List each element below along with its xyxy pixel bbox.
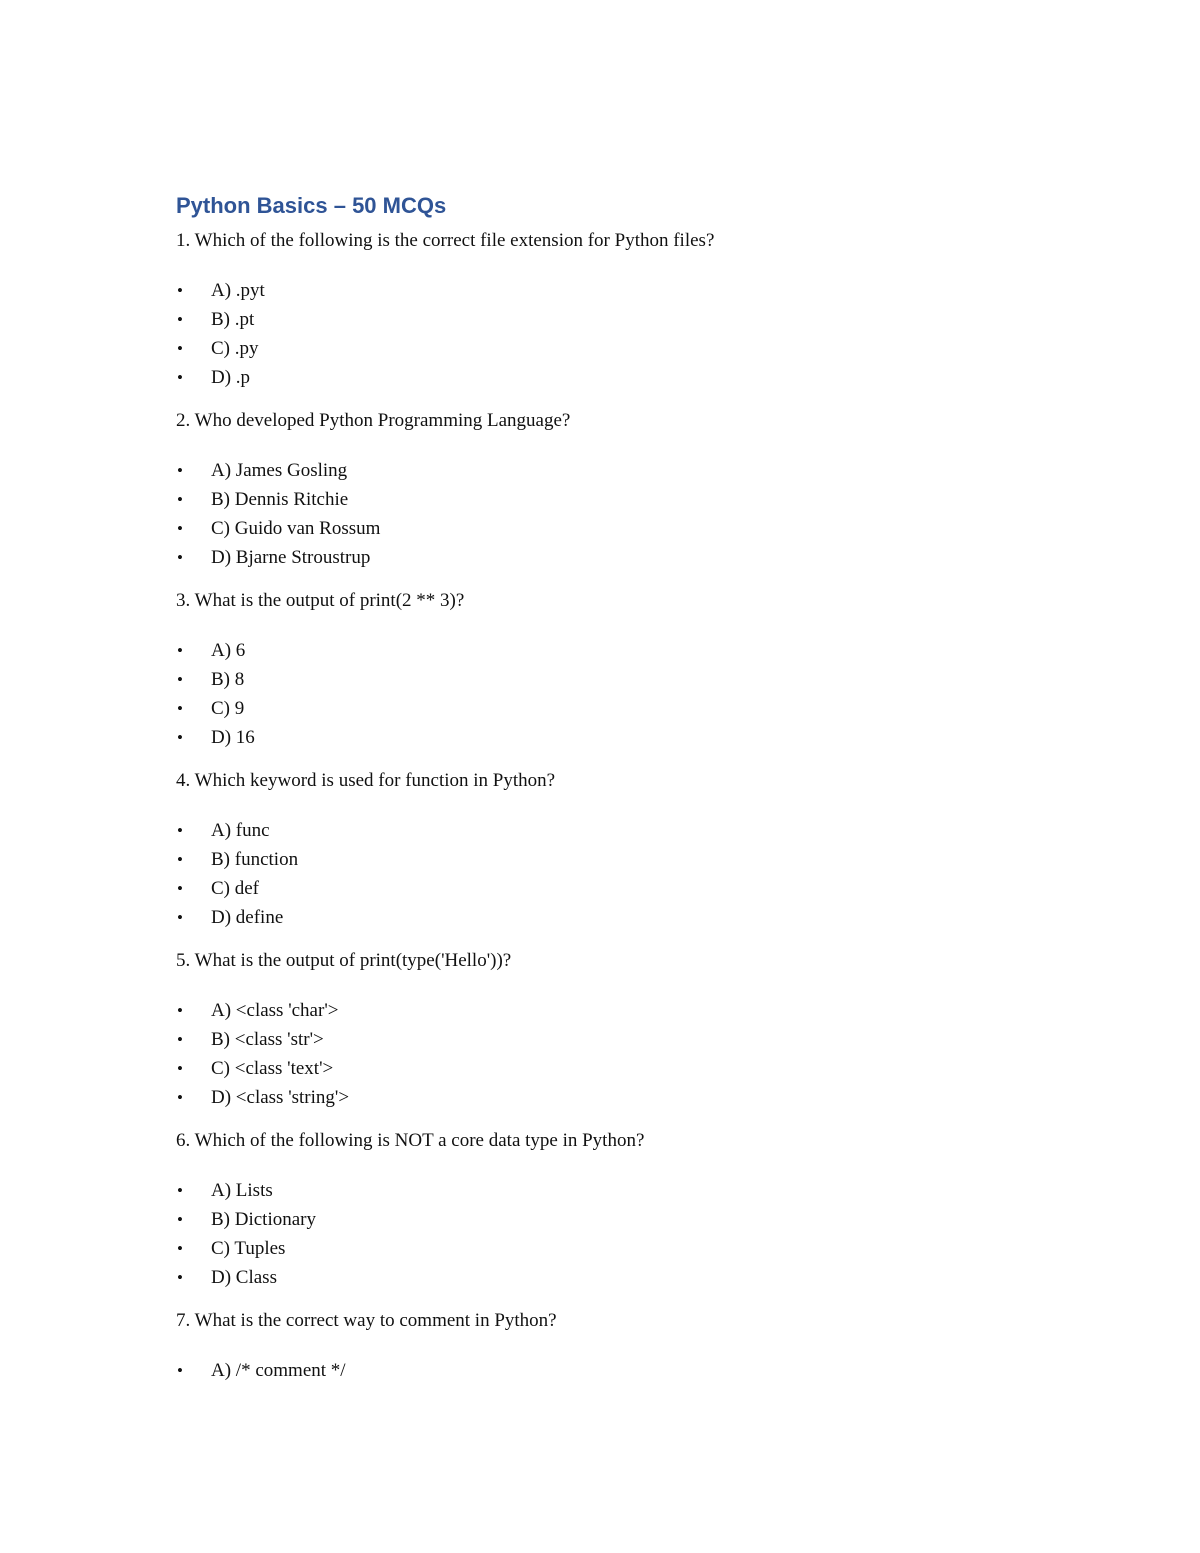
option-text: A) Lists bbox=[211, 1180, 273, 1201]
question-list bbox=[176, 228, 1076, 1385]
option-item bbox=[176, 1205, 1076, 1234]
bullet-icon: • bbox=[177, 641, 183, 660]
bullet-icon: • bbox=[177, 821, 183, 840]
bullet-icon: • bbox=[177, 1268, 183, 1287]
option-item bbox=[176, 694, 1076, 723]
question-block bbox=[176, 1128, 1076, 1292]
option-text: D) 16 bbox=[211, 727, 255, 748]
option-text: C) 9 bbox=[211, 698, 245, 719]
option-item bbox=[176, 1263, 1076, 1292]
option-text: A) .pyt bbox=[211, 280, 265, 301]
option-list bbox=[176, 636, 1076, 752]
bullet-icon: • bbox=[177, 1088, 183, 1107]
option-text: B) Dennis Ritchie bbox=[211, 489, 349, 510]
question-text: 7. What is the correct way to comment in Python? bbox=[176, 1310, 557, 1331]
option-item bbox=[176, 485, 1076, 514]
option-item bbox=[176, 903, 1076, 932]
option-item bbox=[176, 665, 1076, 694]
bullet-icon: • bbox=[177, 699, 183, 718]
option-list bbox=[176, 1356, 1076, 1385]
option-item bbox=[176, 1083, 1076, 1112]
option-text: D) .p bbox=[211, 367, 251, 388]
bullet-icon: • bbox=[177, 1181, 183, 1200]
bullet-icon: • bbox=[177, 281, 183, 300]
option-item bbox=[176, 1054, 1076, 1083]
bullet-icon: • bbox=[177, 1210, 183, 1229]
question-block bbox=[176, 1308, 1076, 1385]
bullet-icon: • bbox=[177, 490, 183, 509]
option-list bbox=[176, 996, 1076, 1112]
bullet-icon: • bbox=[177, 368, 183, 387]
question-text: 6. Which of the following is NOT a core data type in Python? bbox=[176, 1130, 645, 1151]
option-text: C) Guido van Rossum bbox=[211, 518, 381, 539]
question-block bbox=[176, 408, 1076, 572]
option-text: D) <class 'string'> bbox=[211, 1087, 350, 1108]
question-text: 2. Who developed Python Programming Language? bbox=[176, 410, 571, 431]
bullet-icon: • bbox=[177, 1059, 183, 1078]
bullet-icon: • bbox=[177, 1001, 183, 1020]
question-block bbox=[176, 768, 1076, 932]
option-item bbox=[176, 334, 1076, 363]
bullet-icon: • bbox=[177, 728, 183, 747]
bullet-icon: • bbox=[177, 310, 183, 329]
option-text: D) define bbox=[211, 907, 284, 928]
bullet-icon: • bbox=[177, 670, 183, 689]
option-text: A) func bbox=[211, 820, 270, 841]
option-item bbox=[176, 1234, 1076, 1263]
bullet-icon: • bbox=[177, 908, 183, 927]
bullet-icon: • bbox=[177, 1030, 183, 1049]
option-text: C) Tuples bbox=[211, 1238, 286, 1259]
option-list bbox=[176, 1176, 1076, 1292]
option-item bbox=[176, 363, 1076, 392]
question-block bbox=[176, 228, 1076, 392]
option-text: C) def bbox=[211, 878, 260, 899]
document-title: Python Basics – 50 MCQs bbox=[176, 193, 447, 218]
option-text: A) <class 'char'> bbox=[211, 1000, 339, 1021]
option-text: C) <class 'text'> bbox=[211, 1058, 334, 1079]
option-list bbox=[176, 816, 1076, 932]
option-item bbox=[176, 845, 1076, 874]
option-item bbox=[176, 276, 1076, 305]
question-text: 3. What is the output of print(2 ** 3)? bbox=[176, 590, 465, 611]
option-item bbox=[176, 543, 1076, 572]
bullet-icon: • bbox=[177, 1361, 183, 1380]
option-item bbox=[176, 1176, 1076, 1205]
option-text: B) .pt bbox=[211, 309, 255, 330]
option-item bbox=[176, 456, 1076, 485]
option-text: B) <class 'str'> bbox=[211, 1029, 324, 1050]
question-block bbox=[176, 948, 1076, 1112]
option-item bbox=[176, 874, 1076, 903]
question-block bbox=[176, 588, 1076, 752]
option-text: D) Class bbox=[211, 1267, 277, 1288]
option-text: B) function bbox=[211, 849, 299, 870]
option-item bbox=[176, 305, 1076, 334]
option-item bbox=[176, 1025, 1076, 1054]
question-text: 1. Which of the following is the correct file extension for Python files? bbox=[176, 230, 715, 251]
option-text: B) 8 bbox=[211, 669, 245, 690]
option-list bbox=[176, 456, 1076, 572]
option-text: A) James Gosling bbox=[211, 460, 348, 481]
option-item bbox=[176, 996, 1076, 1025]
question-text: 4. Which keyword is used for function in Python? bbox=[176, 770, 556, 791]
bullet-icon: • bbox=[177, 1239, 183, 1258]
document-page bbox=[176, 190, 1076, 1385]
option-item bbox=[176, 723, 1076, 752]
question-text: 5. What is the output of print(type('Hello'))? bbox=[176, 950, 512, 971]
option-item bbox=[176, 816, 1076, 845]
bullet-icon: • bbox=[177, 548, 183, 567]
option-text: B) Dictionary bbox=[211, 1209, 317, 1230]
option-text: D) Bjarne Stroustrup bbox=[211, 547, 371, 568]
option-list bbox=[176, 276, 1076, 392]
option-item bbox=[176, 1356, 1076, 1385]
bullet-icon: • bbox=[177, 339, 183, 358]
option-text: A) /* comment */ bbox=[211, 1360, 346, 1381]
bullet-icon: • bbox=[177, 879, 183, 898]
bullet-icon: • bbox=[177, 850, 183, 869]
option-text: C) .py bbox=[211, 338, 259, 359]
bullet-icon: • bbox=[177, 461, 183, 480]
option-text: A) 6 bbox=[211, 640, 246, 661]
option-item bbox=[176, 636, 1076, 665]
bullet-icon: • bbox=[177, 519, 183, 538]
option-item bbox=[176, 514, 1076, 543]
